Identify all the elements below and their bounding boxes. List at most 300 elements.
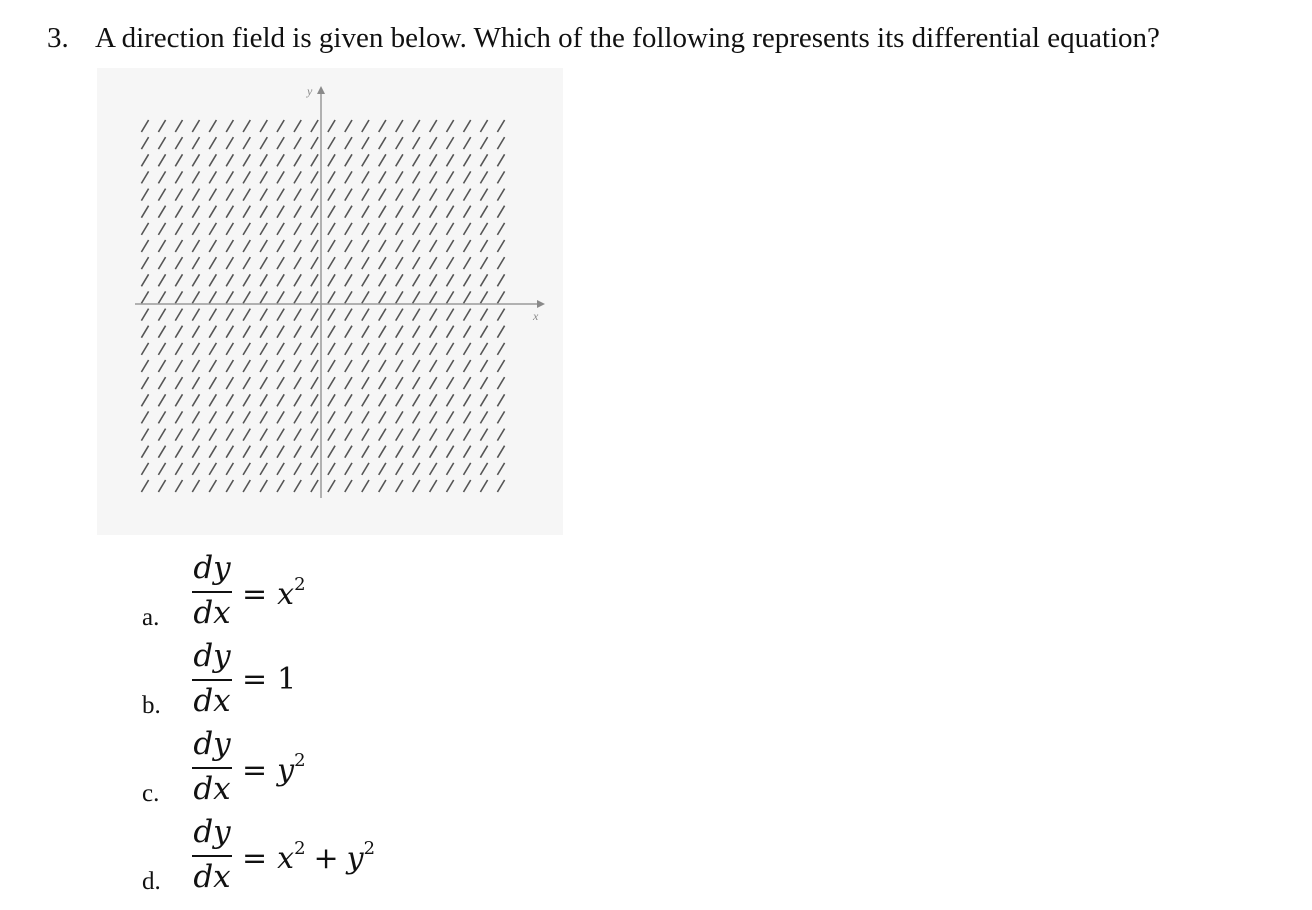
slope-mark bbox=[311, 240, 318, 252]
choice-a bbox=[142, 550, 462, 636]
fraction-bar bbox=[192, 679, 232, 681]
slope-mark bbox=[413, 257, 420, 269]
slope-mark bbox=[294, 463, 301, 475]
slope-mark bbox=[464, 429, 471, 441]
slope-mark bbox=[277, 223, 284, 235]
slope-mark bbox=[226, 446, 233, 458]
slope-mark bbox=[362, 463, 369, 475]
slope-mark bbox=[464, 377, 471, 389]
slope-mark bbox=[260, 394, 267, 406]
slope-mark bbox=[226, 154, 233, 166]
slope-mark bbox=[396, 189, 403, 201]
choice-c bbox=[142, 726, 462, 812]
slope-mark bbox=[345, 274, 352, 286]
slope-mark bbox=[497, 240, 504, 252]
slope-mark bbox=[345, 171, 352, 183]
slope-mark bbox=[311, 429, 318, 441]
slope-mark bbox=[464, 326, 471, 338]
slope-mark bbox=[379, 394, 386, 406]
fraction-numerator: dy bbox=[193, 814, 231, 850]
slope-mark bbox=[294, 137, 301, 149]
slope-mark bbox=[447, 257, 454, 269]
slope-mark bbox=[464, 480, 471, 492]
slope-mark bbox=[226, 480, 233, 492]
slope-mark bbox=[328, 189, 335, 201]
slope-mark bbox=[277, 189, 284, 201]
slope-mark bbox=[328, 360, 335, 372]
slope-mark bbox=[141, 394, 148, 406]
slope-mark bbox=[158, 377, 165, 389]
slope-mark bbox=[209, 429, 216, 441]
slope-mark bbox=[277, 463, 284, 475]
slope-mark bbox=[328, 171, 335, 183]
slope-mark bbox=[175, 206, 182, 218]
slope-mark bbox=[209, 411, 216, 423]
slope-mark bbox=[447, 429, 454, 441]
slope-mark bbox=[379, 274, 386, 286]
slope-mark bbox=[430, 377, 437, 389]
slope-mark bbox=[413, 137, 420, 149]
slope-mark bbox=[209, 206, 216, 218]
slope-mark bbox=[396, 171, 403, 183]
slope-mark bbox=[294, 189, 301, 201]
slope-mark bbox=[413, 343, 420, 355]
slope-mark bbox=[294, 377, 301, 389]
slope-mark bbox=[209, 171, 216, 183]
rhs-exponent: 2 bbox=[294, 838, 306, 859]
slope-mark bbox=[141, 137, 148, 149]
slope-mark bbox=[328, 429, 335, 441]
slope-mark bbox=[413, 446, 420, 458]
slope-mark bbox=[141, 480, 148, 492]
slope-mark bbox=[362, 377, 369, 389]
slope-mark bbox=[226, 394, 233, 406]
slope-mark bbox=[175, 189, 182, 201]
slope-mark bbox=[362, 394, 369, 406]
slope-mark bbox=[464, 223, 471, 235]
rhs-y: y bbox=[277, 753, 295, 788]
slope-mark bbox=[277, 309, 284, 321]
slope-mark bbox=[328, 326, 335, 338]
slope-mark bbox=[362, 137, 369, 149]
equals-sign: = bbox=[242, 841, 268, 876]
slope-mark bbox=[362, 223, 369, 235]
slope-mark bbox=[243, 309, 250, 321]
slope-mark bbox=[379, 223, 386, 235]
fraction-denominator: dx bbox=[193, 683, 231, 719]
slope-mark bbox=[158, 206, 165, 218]
slope-mark bbox=[464, 137, 471, 149]
choice-b bbox=[142, 638, 462, 724]
slope-mark bbox=[175, 309, 182, 321]
slope-mark bbox=[192, 154, 199, 166]
slope-mark bbox=[464, 154, 471, 166]
slope-mark bbox=[362, 326, 369, 338]
slope-mark bbox=[396, 394, 403, 406]
slope-mark bbox=[480, 446, 487, 458]
slope-mark bbox=[175, 394, 182, 406]
slope-mark bbox=[141, 326, 148, 338]
slope-mark bbox=[260, 171, 267, 183]
slope-mark bbox=[345, 360, 352, 372]
x-axis-label: x bbox=[533, 309, 539, 323]
slope-mark bbox=[396, 154, 403, 166]
slope-mark bbox=[362, 309, 369, 321]
slope-mark bbox=[277, 394, 284, 406]
slope-mark bbox=[226, 240, 233, 252]
slope-mark bbox=[260, 309, 267, 321]
slope-mark bbox=[311, 189, 318, 201]
slope-mark bbox=[480, 257, 487, 269]
slope-mark bbox=[497, 257, 504, 269]
slope-mark bbox=[294, 120, 301, 132]
slope-mark bbox=[277, 326, 284, 338]
slope-mark bbox=[413, 360, 420, 372]
slope-mark bbox=[260, 257, 267, 269]
slope-mark bbox=[158, 343, 165, 355]
slope-mark bbox=[396, 360, 403, 372]
slope-mark bbox=[243, 429, 250, 441]
slope-mark bbox=[175, 360, 182, 372]
slope-mark bbox=[243, 360, 250, 372]
slope-mark bbox=[430, 274, 437, 286]
slope-mark bbox=[379, 429, 386, 441]
choice-d-rhs bbox=[242, 838, 375, 876]
slope-mark bbox=[243, 240, 250, 252]
direction-field-figure bbox=[97, 68, 563, 535]
slope-mark bbox=[141, 309, 148, 321]
slope-mark bbox=[311, 223, 318, 235]
slope-mark bbox=[480, 171, 487, 183]
slope-mark bbox=[396, 137, 403, 149]
slope-mark bbox=[362, 189, 369, 201]
slope-mark bbox=[497, 206, 504, 218]
slope-mark bbox=[311, 154, 318, 166]
slope-mark bbox=[158, 411, 165, 423]
slope-mark bbox=[345, 394, 352, 406]
rhs-constant: 1 bbox=[277, 662, 297, 697]
slope-mark bbox=[447, 189, 454, 201]
slope-mark bbox=[260, 411, 267, 423]
slope-mark bbox=[447, 291, 454, 303]
slope-mark bbox=[497, 137, 504, 149]
slope-mark bbox=[175, 154, 182, 166]
slope-mark bbox=[243, 326, 250, 338]
slope-mark bbox=[345, 343, 352, 355]
slope-mark bbox=[158, 223, 165, 235]
slope-mark bbox=[209, 240, 216, 252]
slope-mark bbox=[192, 394, 199, 406]
slope-mark bbox=[209, 326, 216, 338]
slope-mark bbox=[345, 429, 352, 441]
slope-mark bbox=[362, 274, 369, 286]
slope-mark bbox=[345, 223, 352, 235]
choice-b-rhs bbox=[242, 662, 296, 697]
slope-mark bbox=[497, 463, 504, 475]
slope-mark bbox=[464, 446, 471, 458]
slope-mark bbox=[379, 463, 386, 475]
rhs-x: x bbox=[277, 577, 295, 612]
slope-mark bbox=[497, 154, 504, 166]
slope-mark bbox=[311, 137, 318, 149]
slope-mark bbox=[158, 257, 165, 269]
slope-mark bbox=[141, 291, 148, 303]
slope-mark bbox=[362, 411, 369, 423]
slope-mark bbox=[260, 360, 267, 372]
slope-mark bbox=[226, 360, 233, 372]
slope-mark bbox=[158, 360, 165, 372]
slope-mark bbox=[243, 291, 250, 303]
slope-mark bbox=[328, 154, 335, 166]
slope-mark bbox=[430, 120, 437, 132]
slope-mark bbox=[294, 480, 301, 492]
slope-mark bbox=[311, 446, 318, 458]
slope-mark bbox=[226, 223, 233, 235]
slope-mark bbox=[192, 206, 199, 218]
slope-mark bbox=[396, 223, 403, 235]
slope-mark bbox=[175, 171, 182, 183]
y-axis-label: y bbox=[307, 84, 313, 98]
slope-mark bbox=[447, 309, 454, 321]
slope-mark bbox=[464, 171, 471, 183]
slope-mark bbox=[362, 171, 369, 183]
slope-mark bbox=[497, 343, 504, 355]
slope-mark bbox=[480, 189, 487, 201]
slope-mark bbox=[243, 154, 250, 166]
slope-mark bbox=[209, 309, 216, 321]
slope-mark bbox=[328, 394, 335, 406]
slope-mark bbox=[260, 446, 267, 458]
slope-mark bbox=[396, 309, 403, 321]
slope-mark bbox=[158, 291, 165, 303]
slope-mark bbox=[294, 257, 301, 269]
slope-mark bbox=[226, 257, 233, 269]
direction-field-plot bbox=[97, 68, 563, 535]
slope-mark bbox=[497, 171, 504, 183]
slope-mark bbox=[311, 463, 318, 475]
slope-mark bbox=[141, 377, 148, 389]
slope-mark bbox=[158, 154, 165, 166]
slope-mark bbox=[311, 291, 318, 303]
slope-mark bbox=[413, 120, 420, 132]
slope-mark bbox=[430, 343, 437, 355]
slope-mark bbox=[294, 326, 301, 338]
slope-mark bbox=[141, 446, 148, 458]
slope-mark bbox=[311, 394, 318, 406]
slope-mark bbox=[311, 411, 318, 423]
slope-mark bbox=[277, 480, 284, 492]
slope-mark bbox=[294, 309, 301, 321]
slope-mark bbox=[480, 480, 487, 492]
slope-mark bbox=[175, 137, 182, 149]
slope-mark bbox=[379, 120, 386, 132]
rhs-exponent: 2 bbox=[294, 574, 306, 595]
slope-mark bbox=[209, 120, 216, 132]
slope-mark bbox=[175, 240, 182, 252]
slope-mark bbox=[396, 240, 403, 252]
choice-d bbox=[142, 814, 462, 900]
slope-mark bbox=[311, 257, 318, 269]
slope-mark bbox=[209, 223, 216, 235]
slope-mark bbox=[260, 120, 267, 132]
slope-mark bbox=[447, 171, 454, 183]
slope-mark bbox=[413, 394, 420, 406]
choice-b-letter: b. bbox=[142, 692, 161, 719]
slope-mark bbox=[158, 394, 165, 406]
slope-mark bbox=[243, 189, 250, 201]
slope-mark bbox=[175, 411, 182, 423]
slope-mark bbox=[311, 274, 318, 286]
question-number: 3. bbox=[47, 22, 69, 54]
slope-mark bbox=[260, 480, 267, 492]
slope-mark bbox=[362, 240, 369, 252]
slope-mark bbox=[464, 343, 471, 355]
slope-mark bbox=[379, 171, 386, 183]
slope-mark bbox=[311, 377, 318, 389]
slope-mark bbox=[192, 309, 199, 321]
slope-mark bbox=[396, 120, 403, 132]
slope-mark bbox=[413, 154, 420, 166]
slope-mark bbox=[379, 189, 386, 201]
slope-mark bbox=[362, 154, 369, 166]
slope-mark bbox=[311, 120, 318, 132]
slope-mark bbox=[497, 394, 504, 406]
slope-mark bbox=[379, 291, 386, 303]
slope-mark bbox=[158, 480, 165, 492]
slope-mark bbox=[294, 429, 301, 441]
slope-mark bbox=[243, 480, 250, 492]
slope-mark bbox=[413, 171, 420, 183]
slope-mark bbox=[447, 394, 454, 406]
slope-mark bbox=[192, 343, 199, 355]
slope-mark bbox=[243, 274, 250, 286]
slope-mark bbox=[430, 411, 437, 423]
slope-mark bbox=[413, 411, 420, 423]
slope-mark bbox=[447, 223, 454, 235]
slope-mark bbox=[379, 240, 386, 252]
slope-mark bbox=[430, 360, 437, 372]
slope-mark bbox=[480, 309, 487, 321]
slope-mark bbox=[447, 463, 454, 475]
rhs-y: y bbox=[346, 841, 364, 876]
slope-mark bbox=[175, 446, 182, 458]
slope-mark bbox=[158, 274, 165, 286]
slope-mark bbox=[158, 463, 165, 475]
slope-mark bbox=[158, 171, 165, 183]
slope-mark bbox=[226, 429, 233, 441]
rhs-exponent: 2 bbox=[294, 750, 306, 771]
slope-mark bbox=[497, 429, 504, 441]
fraction-bar bbox=[192, 767, 232, 769]
slope-mark bbox=[141, 343, 148, 355]
slope-mark bbox=[379, 446, 386, 458]
slope-mark bbox=[243, 377, 250, 389]
slope-mark bbox=[141, 223, 148, 235]
slope-mark bbox=[413, 291, 420, 303]
plus-sign: + bbox=[313, 841, 339, 876]
slope-mark bbox=[396, 206, 403, 218]
slope-mark bbox=[447, 446, 454, 458]
slope-mark bbox=[260, 137, 267, 149]
slope-mark bbox=[447, 360, 454, 372]
slope-mark bbox=[158, 326, 165, 338]
slope-mark bbox=[497, 309, 504, 321]
slope-mark bbox=[192, 137, 199, 149]
slope-mark bbox=[294, 446, 301, 458]
slope-mark bbox=[158, 446, 165, 458]
slope-mark bbox=[294, 206, 301, 218]
slope-mark bbox=[396, 291, 403, 303]
slope-mark bbox=[464, 189, 471, 201]
slope-mark bbox=[328, 463, 335, 475]
slope-mark bbox=[141, 240, 148, 252]
slope-mark bbox=[243, 394, 250, 406]
slope-mark bbox=[192, 463, 199, 475]
slope-mark bbox=[175, 377, 182, 389]
slope-mark bbox=[311, 480, 318, 492]
slope-mark bbox=[430, 309, 437, 321]
slope-mark bbox=[158, 309, 165, 321]
slope-mark bbox=[379, 154, 386, 166]
slope-mark bbox=[480, 120, 487, 132]
slope-mark bbox=[311, 343, 318, 355]
slope-mark bbox=[379, 411, 386, 423]
rhs-exponent: 2 bbox=[363, 838, 376, 859]
slope-mark bbox=[362, 446, 369, 458]
slope-mark bbox=[294, 171, 301, 183]
slope-mark bbox=[158, 137, 165, 149]
choice-c-letter: c. bbox=[142, 780, 160, 807]
slope-mark bbox=[480, 291, 487, 303]
slope-mark bbox=[141, 360, 148, 372]
slope-mark bbox=[480, 223, 487, 235]
slope-mark bbox=[328, 309, 335, 321]
slope-mark bbox=[175, 343, 182, 355]
slope-mark bbox=[226, 411, 233, 423]
slope-mark bbox=[480, 240, 487, 252]
x-axis-arrow bbox=[537, 300, 545, 308]
slope-mark bbox=[413, 223, 420, 235]
slope-mark bbox=[328, 274, 335, 286]
slope-mark bbox=[260, 240, 267, 252]
slope-mark bbox=[243, 223, 250, 235]
slope-mark bbox=[277, 429, 284, 441]
slope-mark bbox=[192, 360, 199, 372]
slope-mark bbox=[447, 480, 454, 492]
slope-mark bbox=[480, 411, 487, 423]
slope-mark bbox=[141, 120, 148, 132]
slope-mark bbox=[464, 360, 471, 372]
slope-mark bbox=[430, 291, 437, 303]
slope-mark bbox=[277, 343, 284, 355]
slope-mark bbox=[480, 206, 487, 218]
y-axis-arrow bbox=[317, 86, 325, 94]
slope-mark bbox=[277, 154, 284, 166]
slope-mark bbox=[345, 480, 352, 492]
slope-mark bbox=[480, 429, 487, 441]
slope-mark bbox=[192, 446, 199, 458]
slope-mark bbox=[175, 480, 182, 492]
slope-mark bbox=[396, 446, 403, 458]
slope-mark bbox=[209, 291, 216, 303]
slope-mark bbox=[464, 206, 471, 218]
slope-mark bbox=[497, 291, 504, 303]
slope-mark bbox=[175, 326, 182, 338]
slope-mark bbox=[294, 411, 301, 423]
slope-mark bbox=[345, 257, 352, 269]
slope-mark bbox=[464, 394, 471, 406]
choice-a-letter: a. bbox=[142, 604, 160, 631]
